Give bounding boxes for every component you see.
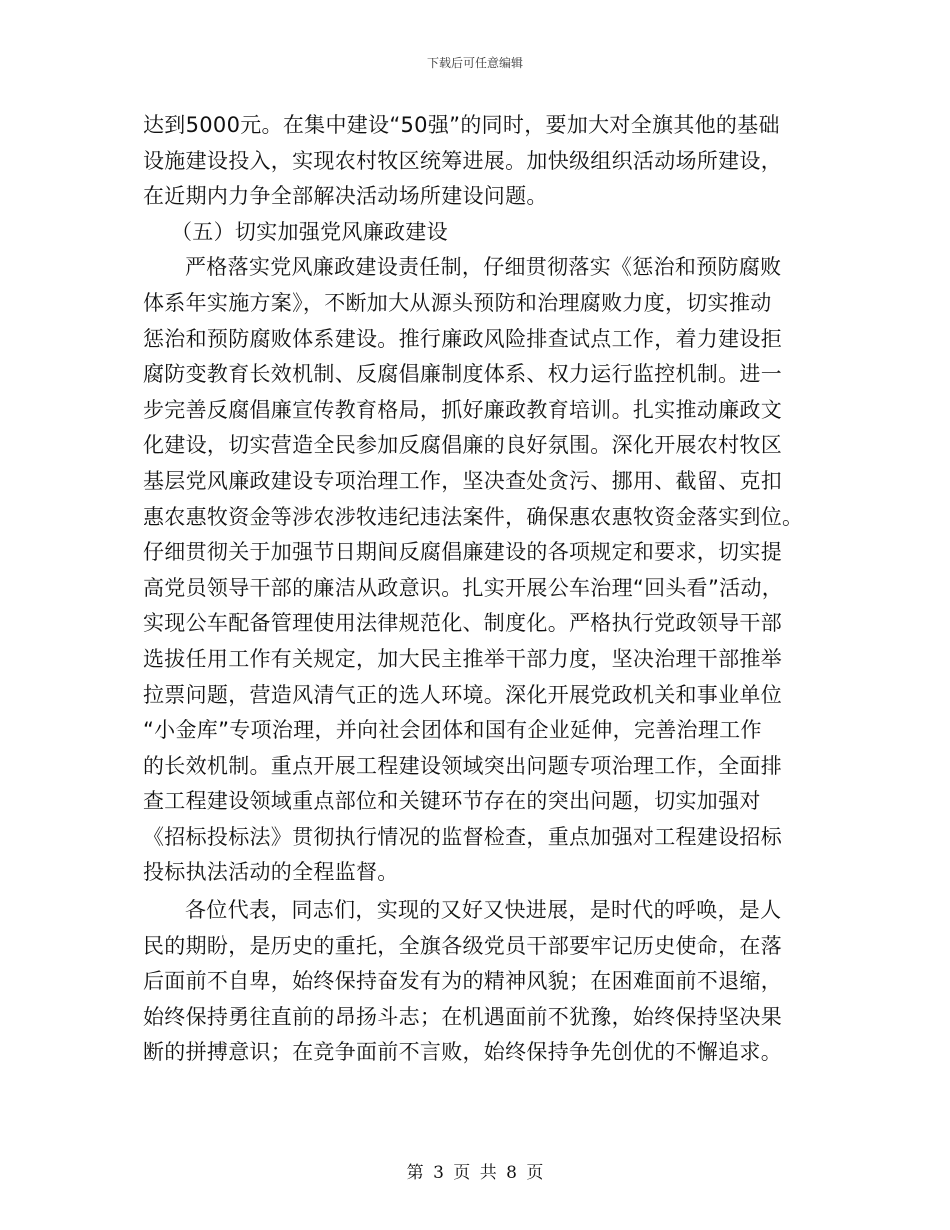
text-line: “小金库”专项治理，并向社会团体和国有企业延伸，完善治理工作 [143,718,762,743]
text-line: 高党员领导干部的廉洁从政意识。扎实开展公车治理“回头看”活动， [143,575,784,600]
page-header: 下载后可任意编辑 [426,56,523,70]
text-line: 始终保持勇往直前的昂扬斗志；在机遇面前不犹豫，始终保持坚决果 [143,1004,782,1029]
document-body [143,108,813,1071]
text-line: 体系年实施方案》，不断加大从源头预防和治理腐败力度，切实推动 [143,290,772,315]
text-line: 后面前不自卑，始终保持奋发有为的精神风貌；在困难面前不退缩， [143,969,782,994]
text-line: 选拔任用工作有关规定，加大民主推举干部力度，坚决治理干部推举 [143,646,782,671]
text-line: 惠农惠牧资金等涉农涉牧违纪违法案件，确保惠农惠牧资金落实到位。 [143,504,804,529]
text-line: 腐防变教育长效机制、反腐倡廉制度体系、权力运行监控机制。进一 [143,362,782,387]
section-heading: （五）切实加强党风廉政建设 [171,219,448,244]
text-line: 基层党风廉政建设专项治理工作，坚决查处贪污、挪用、截留、克扣 [143,468,782,493]
text-line: 实现公车配备管理使用法律规范化、制度化。严格执行党政领导干部 [143,611,782,636]
text-line: 查工程建设领域重点部位和关键环节存在的突出问题，切实加强对 [143,789,761,814]
text-line: 拉票问题，营造风清气正的选人环境。深化开展党政机关和事业单位 [143,682,782,707]
text-line: 民的期盼，是历史的重托，全旗各级党员干部要牢记历史使命，在落 [143,933,782,958]
text-line: 《招标投标法》贯彻执行情况的监督检查，重点加强对工程建设招标 [143,824,782,849]
text-line: 的长效机制。重点开展工程建设领域突出问题专项治理工作，全面排 [143,753,782,778]
text-line: 投标执法活动的全程监督。 [143,860,399,885]
text-line: 断的拼搏意识；在竞争面前不言败，始终保持争先创优的不懈追求。 [143,1040,782,1065]
text-line: 步完善反腐倡廉宣传教育格局，抓好廉政教育培训。扎实推动廉政文 [143,397,782,422]
text-line: 在近期内力争全部解决活动场所建设问题。 [143,184,548,209]
text-line: 化建设，切实营造全民参加反腐倡廉的良好氛围。深化开展农村牧区 [143,433,782,458]
page-number: 第 3 页 共 8 页 [406,1163,544,1183]
text-line: 仔细贯彻关于加强节日期间反腐倡廉建设的各项规定和要求，切实提 [143,540,782,565]
text-line: 惩治和预防腐败体系建设。推行廉政风险排查试点工作，着力建设拒 [143,326,782,351]
text-line: 设施建设投入，实现农村牧区统筹进展。加快级组织活动场所建设， [143,148,782,173]
text-line: 达到5000元。在集中建设“50强”的同时，要加大对全旗其他的基础 [143,113,780,137]
text-line: 各位代表，同志们，实现的又好又快进展，是时代的呼唤，是人 [185,898,782,923]
text-line: 严格落实党风廉政建设责任制，仔细贯彻落实《惩治和预防腐败 [185,255,782,280]
